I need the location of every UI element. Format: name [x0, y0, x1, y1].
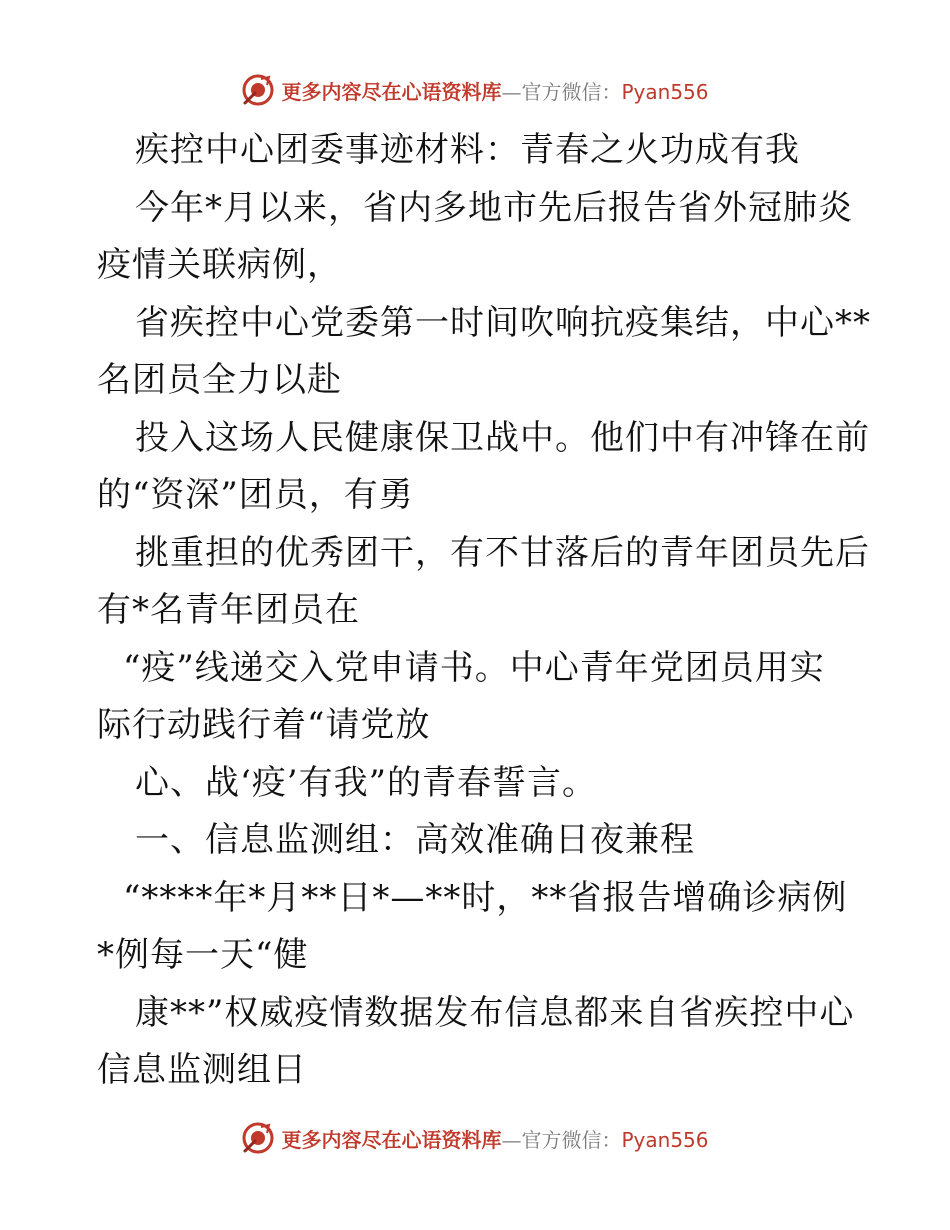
paragraph-line: 名团员全力以赴 [97, 360, 342, 400]
paragraph-line: 省疾控中心党委第一时间吹响抗疫集结，中心** [135, 302, 871, 343]
header-brand: 更多内容尽在心语资料库 [281, 79, 502, 104]
brand-logo-icon [241, 1121, 275, 1155]
paragraph-line: “疫”线递交入党申请书。中心青年党团员用实 [123, 647, 825, 688]
document-body [97, 122, 871, 1100]
header-banner [0, 70, 950, 110]
paragraph-line: 信息监测组日 [97, 1050, 307, 1090]
paragraph-line: 际行动践行着“请党放 [97, 705, 431, 745]
paragraph-line: 的“资深”团员，有勇 [97, 475, 414, 515]
footer-brand: 更多内容尽在心语资料库 [281, 1127, 502, 1152]
paragraph-line: 今年*月以来，省内多地市先后报告省外冠肺炎 [135, 187, 853, 228]
paragraph-line: “****年*月**日*—**时，**省报告增确诊病例 [123, 877, 848, 918]
footer-text [281, 1124, 708, 1153]
header-wechat: Pyan556 [621, 79, 709, 104]
footer-separator: —官方微信： [501, 1127, 622, 1152]
footer-wechat: Pyan556 [621, 1127, 709, 1152]
document-title: 疾控中心团委事迹材料：青春之火功成有我 [135, 130, 800, 170]
paragraph-line: *例每一天“健 [97, 935, 309, 975]
paragraph-line: 康**”权威疫情数据发布信息都来自省疾控中心 [135, 992, 855, 1033]
section-heading: 一、信息监测组：高效准确日夜兼程 [135, 820, 695, 860]
header-text [281, 76, 708, 105]
header-separator: —官方微信： [501, 79, 622, 104]
paragraph-line: 挑重担的优秀团干，有不甘落后的青年团员先后 [135, 532, 870, 573]
paragraph-line: 投入这场人民健康保卫战中。他们中有冲锋在前 [135, 417, 870, 458]
footer-banner [0, 1118, 950, 1158]
paragraph-line: 心、战‘疫’有我”的青春誓言。 [135, 762, 597, 803]
paragraph-line: 有*名青年团员在 [97, 590, 360, 630]
paragraph-line: 疫情关联病例， [97, 245, 342, 285]
brand-logo-icon [241, 73, 275, 107]
